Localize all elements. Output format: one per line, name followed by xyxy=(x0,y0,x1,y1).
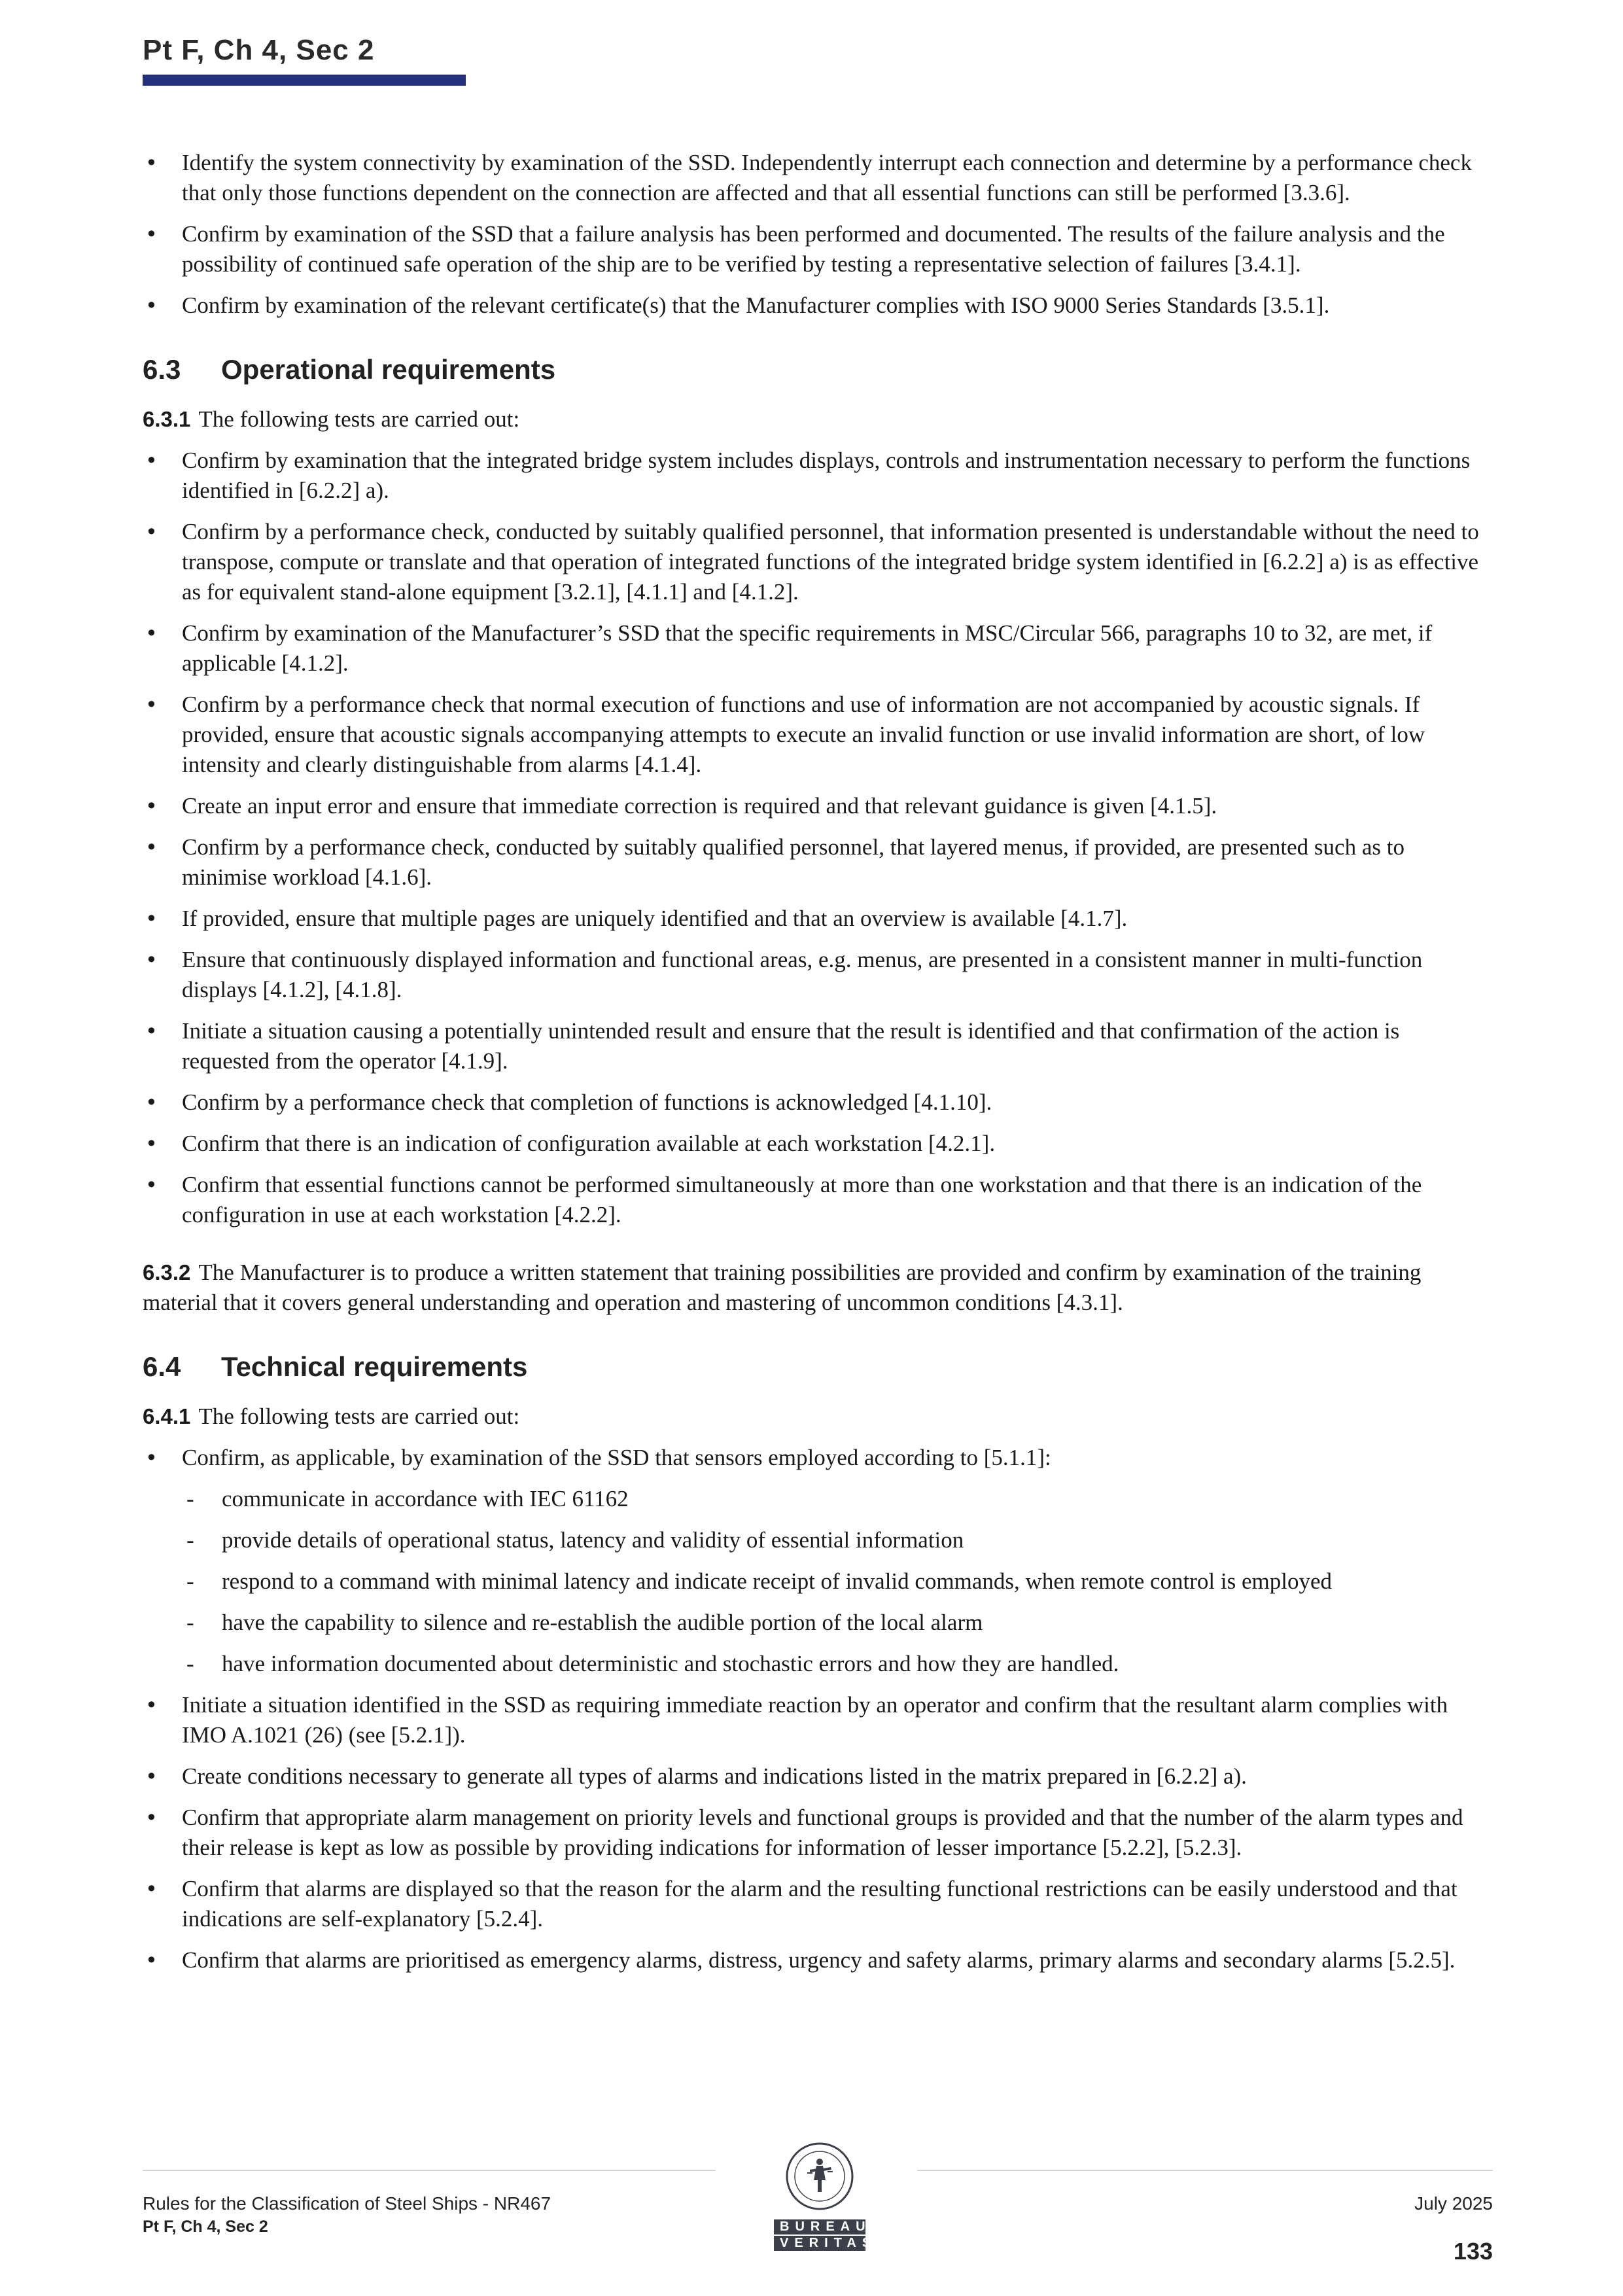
paragraph-number: 6.3.2 xyxy=(143,1260,191,1284)
list-item: • Initiate a situation causing a potentially unintended result and ensure that the result is identified and that confirmation of the action is requested from the operator [4.1.9]. xyxy=(143,1016,1493,1076)
list-item: • Confirm by examination that the integrated bridge system includes displays, controls and instrumentation necessary to perform the functions identified in [6.2.2] a). xyxy=(143,446,1493,506)
list-item: • Ensure that continuously displayed information and functional areas, e.g. menus, are presented in a consistent manner in multi-function displays [4.1.2], [4.1.8]. xyxy=(143,945,1493,1005)
bureau-veritas-logo xyxy=(774,2138,877,2251)
sub-list-item: - have the capability to silence and re-establish the audible portion of the local alarm xyxy=(182,1608,1493,1638)
list-item: • Initiate a situation identified in the SSD as requiring immediate reaction by an operator and confirm that the resultant alarm complies with IMO A.1021 (26) (see [5.2.1]). xyxy=(143,1690,1493,1750)
list-item: • Confirm that appropriate alarm management on priority levels and functional groups is provided and that the number of the alarm types and their release is kept as low as possible by providing indications for information of lesser importance [5.2.2], [5.2.3]. xyxy=(143,1803,1493,1863)
page-header xyxy=(143,34,466,86)
footer-divider-right xyxy=(917,2170,1493,2171)
sub-list-item: - respond to a command with minimal latency and indicate receipt of invalid commands, when remote control is employed xyxy=(182,1566,1493,1597)
section-title: Operational requirements xyxy=(221,354,556,385)
section-title: Technical requirements xyxy=(221,1351,528,1382)
list-item xyxy=(143,1443,1493,1679)
footer-section-ref: Pt F, Ch 4, Sec 2 xyxy=(143,2217,268,2236)
sub-list-item: - have information documented about deterministic and stochastic errors and how they are handled. xyxy=(182,1649,1493,1679)
section-heading-6-4 xyxy=(143,1352,1493,1382)
logo-text-top: BUREAU xyxy=(774,2219,865,2234)
paragraph-text: The following tests are carried out: xyxy=(198,406,520,432)
list-item: • Confirm that essential functions cannot be performed simultaneously at more than one workstation and that there is an indication of the configuration in use at each workstation [4.2.2]. xyxy=(143,1170,1493,1230)
page-number: 133 xyxy=(1453,2238,1493,2265)
footer-right xyxy=(1414,2192,1493,2265)
logo-emblem-icon xyxy=(784,2138,856,2216)
list-item-text: Confirm, as applicable, by examination of the SSD that sensors employed according to [5.1.1]: xyxy=(182,1445,1051,1470)
section-heading-6-3 xyxy=(143,355,1493,385)
list-item: • Confirm that alarms are prioritised as emergency alarms, distress, urgency and safety alarms, primary alarms and secondary alarms [5.2.5]. xyxy=(143,1945,1493,1975)
section-number: 6.3 xyxy=(143,354,181,385)
paragraph-text: The following tests are carried out: xyxy=(198,1404,520,1429)
list-item: • Create an input error and ensure that immediate correction is required and that relevant guidance is given [4.1.5]. xyxy=(143,791,1493,821)
operational-bullet-list xyxy=(143,446,1493,1230)
list-item: • Confirm by a performance check that normal execution of functions and use of information are not accompanied by acoustic signals. If provided, ensure that acoustic signals accompanying attempts to execute an invalid function or use invalid information are short, of low intensity and clearly distinguishable from alarms [4.1.4]. xyxy=(143,690,1493,780)
paragraph-number: 6.3.1 xyxy=(143,407,191,431)
footer-divider-left xyxy=(143,2170,716,2171)
paragraph-number: 6.4.1 xyxy=(143,1404,191,1428)
list-item: • Confirm by a performance check, conducted by suitably qualified personnel, that layered menus, if provided, are presented such as to minimise workload [4.1.6]. xyxy=(143,832,1493,892)
list-item: • Confirm by examination of the relevant certificate(s) that the Manufacturer complies with ISO 9000 Series Standards [3.5.1]. xyxy=(143,291,1493,321)
list-item: • Confirm that there is an indication of configuration available at each workstation [4.2.1]. xyxy=(143,1129,1493,1159)
paragraph-6-4-1 xyxy=(143,1402,1493,1432)
sub-list-item: - communicate in accordance with IEC 61162 xyxy=(182,1484,1493,1514)
list-item: • Confirm by a performance check, conducted by suitably qualified personnel, that information presented is understandable without the need to transpose, compute or translate and that operation of integrated functions of the integrated bridge system identified in [6.2.2] a) is as effective as for equivalent stand-alone equipment [3.2.1], [4.1.1] and [4.1.2]. xyxy=(143,517,1493,607)
list-item: • Confirm by examination of the SSD that a failure analysis has been performed and documented. The results of the failure analysis and the possibility of continued safe operation of the ship are to be verified by testing a representative selection of failures [3.4.1]. xyxy=(143,219,1493,279)
intro-bullet-list xyxy=(143,148,1493,321)
footer-left xyxy=(143,2192,551,2238)
technical-bullet-list xyxy=(143,1443,1493,1975)
section-number: 6.4 xyxy=(143,1351,181,1382)
footer-date: July 2025 xyxy=(1414,2193,1493,2214)
logo-text-bottom: VERITAS xyxy=(774,2236,865,2251)
list-item: • Confirm by examination of the Manufacturer’s SSD that the specific requirements in MSC/Circular 566, paragraphs 10 to 32, are met, if applicable [4.1.2]. xyxy=(143,618,1493,679)
footer-doc-title: Rules for the Classification of Steel Ships - NR467 xyxy=(143,2193,551,2214)
paragraph-6-3-1 xyxy=(143,404,1493,434)
sensor-sub-list xyxy=(182,1484,1493,1679)
header-accent-bar xyxy=(143,75,466,86)
list-item: • Confirm that alarms are displayed so that the reason for the alarm and the resulting functional restrictions can be easily understood and that indications are self-explanatory [5.2.4]. xyxy=(143,1874,1493,1934)
page-content xyxy=(143,148,1493,1987)
list-item: • Confirm by a performance check that completion of functions is acknowledged [4.1.10]. xyxy=(143,1087,1493,1118)
list-item: • Identify the system connectivity by examination of the SSD. Independently interrupt each connection and determine by a performance check that only those functions dependent on the connection are affected and that all essential functions can still be performed [3.3.6]. xyxy=(143,148,1493,208)
list-item: • If provided, ensure that multiple pages are uniquely identified and that an overview is available [4.1.7]. xyxy=(143,904,1493,934)
paragraph-text: The Manufacturer is to produce a written statement that training possibilities are provided and confirm by examination of the training material that it covers general understanding and operation and mastering of uncommon conditions [4.3.1]. xyxy=(143,1260,1422,1315)
sub-list-item: - provide details of operational status, latency and validity of essential information xyxy=(182,1525,1493,1555)
paragraph-6-3-2 xyxy=(143,1258,1493,1318)
header-title: Pt F, Ch 4, Sec 2 xyxy=(143,34,375,66)
list-item: • Create conditions necessary to generate all types of alarms and indications listed in the matrix prepared in [6.2.2] a). xyxy=(143,1761,1493,1792)
